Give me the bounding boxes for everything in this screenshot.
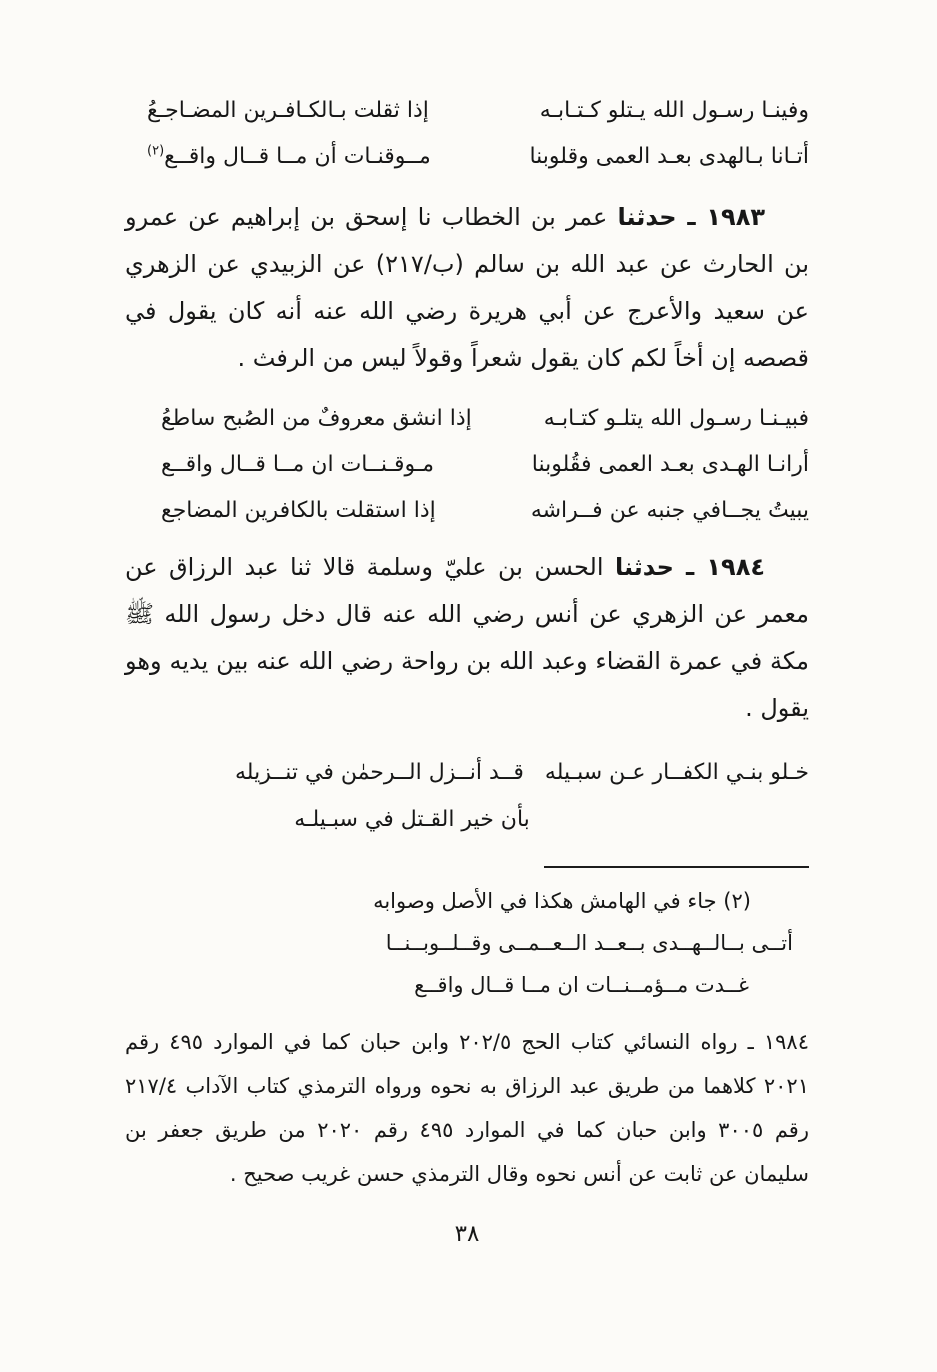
verse-first-hemistich: يبيتُ يجــافي جنبه عن فــراشه (530, 498, 809, 523)
hadith-1984-number: ١٩٨٤ ـ حدثنا (614, 553, 765, 581)
verse-first-hemistich: فبيـنـا رسـول الله يتلـو كتـابـه (543, 406, 809, 431)
verse-second-hemistich (147, 134, 431, 180)
verse-second-hemistich: مـوقـنــات ان مــا قــال واقــع (161, 452, 435, 477)
page-number: ٣٨ (454, 1221, 480, 1247)
footnote-corrected-verse: أتــى بــالــهــدى بــعــد الــعــمــى وقــلــوبــنــا (385, 931, 793, 955)
footnote-block (125, 880, 809, 1196)
footnote-marker: (٢) (147, 143, 165, 159)
page-content (125, 0, 809, 1254)
verse-second-hemistich: إذا ثقلت بـالكـافـرين المضـاجـعُ (147, 98, 429, 123)
hadith-1983-number: ١٩٨٣ ـ حدثنا (617, 203, 765, 231)
verse-line (147, 88, 809, 134)
verse-first-hemistich: وفينـا رسـول الله يـتلو كـتـابـه (539, 98, 809, 123)
verse-line (161, 488, 809, 534)
poem-middle (125, 396, 809, 534)
verse-second-hemistich: إذا انشق معروفٌ من الصُبح ساطعُ (161, 406, 472, 431)
hadith-1983-paragraph (125, 194, 809, 382)
verse-first-hemistich: أتـانا بـالهدى بعـد العمى وقلوبنا (529, 144, 809, 169)
footnote-takhrij: ١٩٨٤ ـ رواه النسائي كتاب الحج ٢٠٢/٥ وابن حبان كما في الموارد ٤٩٥ رقم ٢٠٢١ كلاهما من طريق عبد الرزاق به نحوه ورواه الترمذي كتاب الآداب ٢١٧/٤ رقم ٣٠٠٥ وابن حبان كما في الموارد ٤٩٥ رقم ٢٠٢٠ من طريق جعفر بن سليمان عن ثابت عن أنس نحوه وقال الترمذي حسن غريب صحيح . (125, 1030, 809, 1186)
verse-first-hemistich: خـلو بنـي الكفــار عـن سبـيله (544, 760, 809, 785)
poem-bottom (125, 750, 809, 844)
verse-first-hemistich: أرانـا الهـدى بعـد العمى فقُلوبنا (531, 452, 809, 477)
verse-line (161, 442, 809, 488)
hadith-1984-text: الحسن بن عليّ وسلمة قالا ثنا عبد الرزاق عن معمر عن الزهري عن أنس رضي الله عنه قال دخل رسول الله ﷺ مكة في عمرة القضاء وعبد الله بن رواحة رضي الله عنه بين يديه وهو يقول . (125, 553, 809, 722)
poem-top (125, 88, 809, 180)
hadith-1983-text: عمر بن الخطاب نا إسحق بن إبراهيم عن عمرو بن الحارث عن عبد الله بن سالم (ب/٢١٧) عن الزبيدي عن الزهري عن سعيد والأعرج عن أبي هريرة رضي الله عنه أنه كان يقول في قصصه إن أخاً لكم كان يقول شعراً وقولاً ليس من الرفث . (125, 203, 809, 372)
verse-line (161, 396, 809, 442)
verse-line (147, 134, 809, 180)
verse-line (125, 750, 809, 796)
hadith-1984-paragraph (125, 544, 809, 732)
footnote-divider (544, 866, 809, 868)
footnote-note: (٢) جاء في الهامش هكذا في الأصل وصوابه (373, 889, 751, 913)
verse-second-hemistich: قــد أنــزل الــرحمٰن في تنــزيله (235, 760, 524, 785)
verse-text: مــوقنـات أن مــا قــال واقــع (164, 144, 431, 169)
footnote-corrected-verse: غــدت مــؤمــنــات ان مــا قــال واقــع (414, 973, 749, 997)
verse-second-hemistich: إذا استقلت بالكافرين المضاجع (161, 498, 436, 523)
verse-closing-hemistich: بأن خير القـتل في سبـيلـه (294, 807, 530, 832)
